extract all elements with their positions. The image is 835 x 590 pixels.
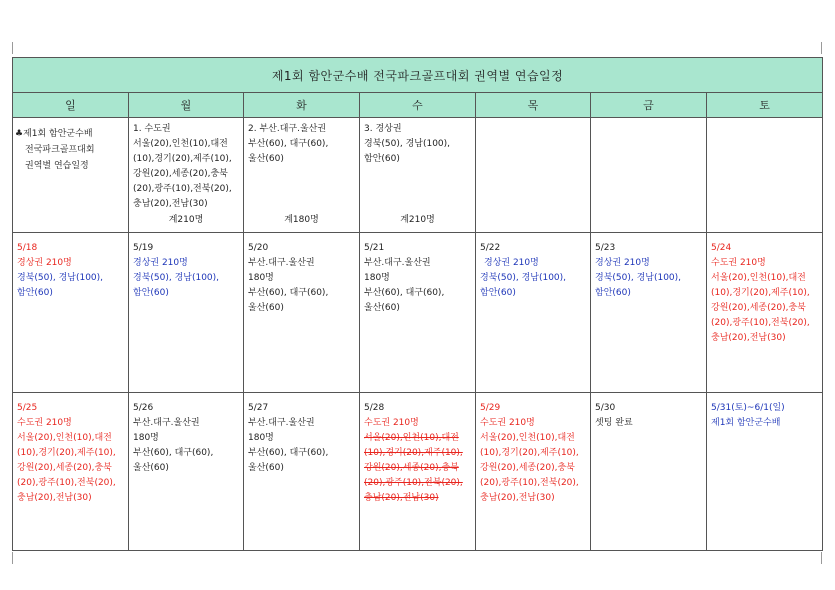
day-cell-5-24 (707, 233, 823, 393)
allocation-line: 충남(20),전남(30) (17, 493, 92, 503)
weekday-thu: 목 (476, 93, 591, 118)
day-cell-5-19 (129, 233, 244, 393)
allocation-line: 울산(60) (248, 303, 284, 313)
day-cell-5-26 (129, 393, 244, 551)
allocation-line: 서울(20),인천(10),대전 (711, 273, 806, 283)
allocation-line: 강원(20),세종(20),충북 (711, 303, 806, 313)
count-label: 180명 (364, 273, 390, 283)
allocation-line: (10),경기(20),제주(10), (480, 448, 579, 458)
date-label: 5/28 (364, 403, 385, 413)
week-row-1 (13, 233, 823, 393)
date-label: 5/22 (480, 243, 501, 253)
overview-sat-cell (707, 118, 823, 233)
allocation-line: 충남(20),전남(30) (480, 493, 555, 503)
region-label: 경상권 210명 (17, 258, 72, 268)
date-label: 5/30 (595, 403, 616, 413)
intro-line-2: 전국파크골프대회 (25, 145, 95, 155)
weekday-fri: 금 (591, 93, 707, 118)
allocation-line: 부산(60), 대구(60), (248, 139, 329, 149)
region-label: 경상권 210명 (484, 258, 539, 268)
schedule-table (12, 57, 823, 551)
region-label: 부산.대구.울산권 (248, 418, 315, 428)
crop-mark-top-left-v (12, 42, 13, 54)
weekday-header-row (13, 93, 823, 118)
allocation-line: 충남(20),전남(30) (364, 493, 439, 503)
day-cell-5-31 (707, 393, 823, 551)
status-label: 셋팅 완료 (595, 418, 633, 428)
intro-cell (13, 118, 129, 233)
allocation-line: 강원(20),세종(20),충북 (133, 169, 228, 179)
allocation-line: (20),광주(10),전북(20), (133, 184, 232, 194)
allocation-line: 함안(60) (133, 288, 169, 298)
allocation-line: 부산(60), 대구(60), (248, 288, 329, 298)
date-label: 5/27 (248, 403, 269, 413)
overview-wed-cell (360, 118, 476, 233)
allocation-line: 부산(60), 대구(60), (133, 448, 214, 458)
date-label: 5/24 (711, 243, 732, 253)
allocation-line: (10),경기(20),제주(10), (711, 288, 810, 298)
allocation-line: (20),광주(10),전북(20), (364, 478, 463, 488)
crop-mark-bottom-left-v (12, 552, 13, 564)
region-label: 경상권 210명 (595, 258, 650, 268)
date-label: 5/21 (364, 243, 385, 253)
count-label: 180명 (133, 433, 159, 443)
count-label: 180명 (248, 433, 274, 443)
allocation-line: 경북(50), 경남(100), (595, 273, 682, 283)
day-cell-5-28 (360, 393, 476, 551)
region-total: 계210명 (168, 215, 204, 225)
weekday-tue: 화 (244, 93, 360, 118)
allocation-line: (10),경기(20),제주(10), (364, 448, 463, 458)
day-cell-5-29 (476, 393, 591, 551)
overview-thu-cell (476, 118, 591, 233)
day-cell-5-18 (13, 233, 129, 393)
day-cell-5-27 (244, 393, 360, 551)
region-heading: 2. 부산.대구.울산권 (248, 124, 327, 134)
crop-mark-bottom-right-v (821, 552, 822, 564)
allocation-line: 경북(50), 경남(100), (17, 273, 104, 283)
allocation-line: 충남(20),전남(30) (711, 333, 786, 343)
region-label: 부산.대구.울산권 (133, 418, 200, 428)
region-label: 부산.대구.울산권 (364, 258, 431, 268)
region-total: 계210명 (400, 215, 435, 225)
date-label: 5/18 (17, 243, 38, 253)
day-cell-5-21 (360, 233, 476, 393)
allocation-line: 강원(20),세종(20),충북 (364, 463, 459, 473)
allocation-line: 함안(60) (17, 288, 53, 298)
title-row (13, 58, 823, 93)
weekday-wed: 수 (360, 93, 476, 118)
overview-mon-cell (129, 118, 244, 233)
date-label: 5/31(토)~6/1(일) (711, 403, 785, 413)
overview-fri-cell (591, 118, 707, 233)
allocation-line: 강원(20),세종(20),충북 (480, 463, 575, 473)
region-label: 수도권 210명 (480, 418, 535, 428)
region-label: 부산.대구.울산권 (248, 258, 315, 268)
week-row-2 (13, 393, 823, 551)
day-cell-5-20 (244, 233, 360, 393)
weekday-sat: 토 (707, 93, 823, 118)
allocation-line: 충남(20),전남(30) (133, 199, 208, 209)
count-label: 180명 (248, 273, 274, 283)
weekday-sun: 일 (13, 93, 129, 118)
allocation-line: 서울(20),인천(10),대전 (480, 433, 575, 443)
day-cell-5-23 (591, 233, 707, 393)
crop-mark-top-right-v (821, 42, 822, 54)
allocation-line: 부산(60), 대구(60), (364, 288, 445, 298)
allocation-line: 경북(50), 경남(100), (364, 139, 451, 149)
overview-tue-cell (244, 118, 360, 233)
page-title: 제1회 함안군수배 전국파크골프대회 권역별 연습일정 (13, 58, 823, 93)
date-label: 5/29 (480, 403, 501, 413)
allocation-line: 서울(20),인천(10),대전 (17, 433, 112, 443)
allocation-line: (20),광주(10),전북(20), (17, 478, 116, 488)
date-label: 5/19 (133, 243, 154, 253)
date-label: 5/26 (133, 403, 154, 413)
date-label: 5/20 (248, 243, 269, 253)
region-heading: 3. 경상권 (364, 124, 402, 134)
intro-line-1: ♣제1회 함안군수배 (15, 129, 93, 139)
day-cell-5-22 (476, 233, 591, 393)
allocation-line: (10),경기(20),제주(10), (133, 154, 232, 164)
allocation-line: 울산(60) (248, 154, 284, 164)
allocation-line: 함안(60) (364, 154, 400, 164)
region-label: 수도권 210명 (17, 418, 72, 428)
region-label: 경상권 210명 (133, 258, 188, 268)
intro-line-3: 권역별 연습일정 (25, 161, 89, 171)
allocation-line: 강원(20),세종(20),충북 (17, 463, 112, 473)
allocation-line: 함안(60) (480, 288, 516, 298)
allocation-line: 울산(60) (248, 463, 284, 473)
allocation-line: 서울(20),인천(10),대전 (364, 433, 459, 443)
date-label: 5/23 (595, 243, 616, 253)
region-heading: 1. 수도권 (133, 124, 171, 134)
allocation-line: 부산(60), 대구(60), (248, 448, 329, 458)
allocation-line: (20),광주(10),전북(20), (711, 318, 810, 328)
region-label: 수도권 210명 (711, 258, 766, 268)
day-cell-5-25 (13, 393, 129, 551)
allocation-line: (10),경기(20),제주(10), (17, 448, 116, 458)
allocation-line: 울산(60) (133, 463, 169, 473)
allocation-line: 경북(50), 경남(100), (133, 273, 220, 283)
week-overview-row (13, 118, 823, 233)
allocation-line: 경북(50), 경남(100), (480, 273, 567, 283)
weekday-mon: 월 (129, 93, 244, 118)
allocation-line: (20),광주(10),전북(20), (480, 478, 579, 488)
event-label: 제1회 함안군수배 (711, 418, 781, 428)
region-total: 계180명 (284, 215, 319, 225)
allocation-line: 서울(20),인천(10),대전 (133, 139, 228, 149)
date-label: 5/25 (17, 403, 38, 413)
allocation-line: 함안(60) (595, 288, 631, 298)
day-cell-5-30 (591, 393, 707, 551)
region-label: 수도권 210명 (364, 418, 419, 428)
allocation-line: 울산(60) (364, 303, 400, 313)
